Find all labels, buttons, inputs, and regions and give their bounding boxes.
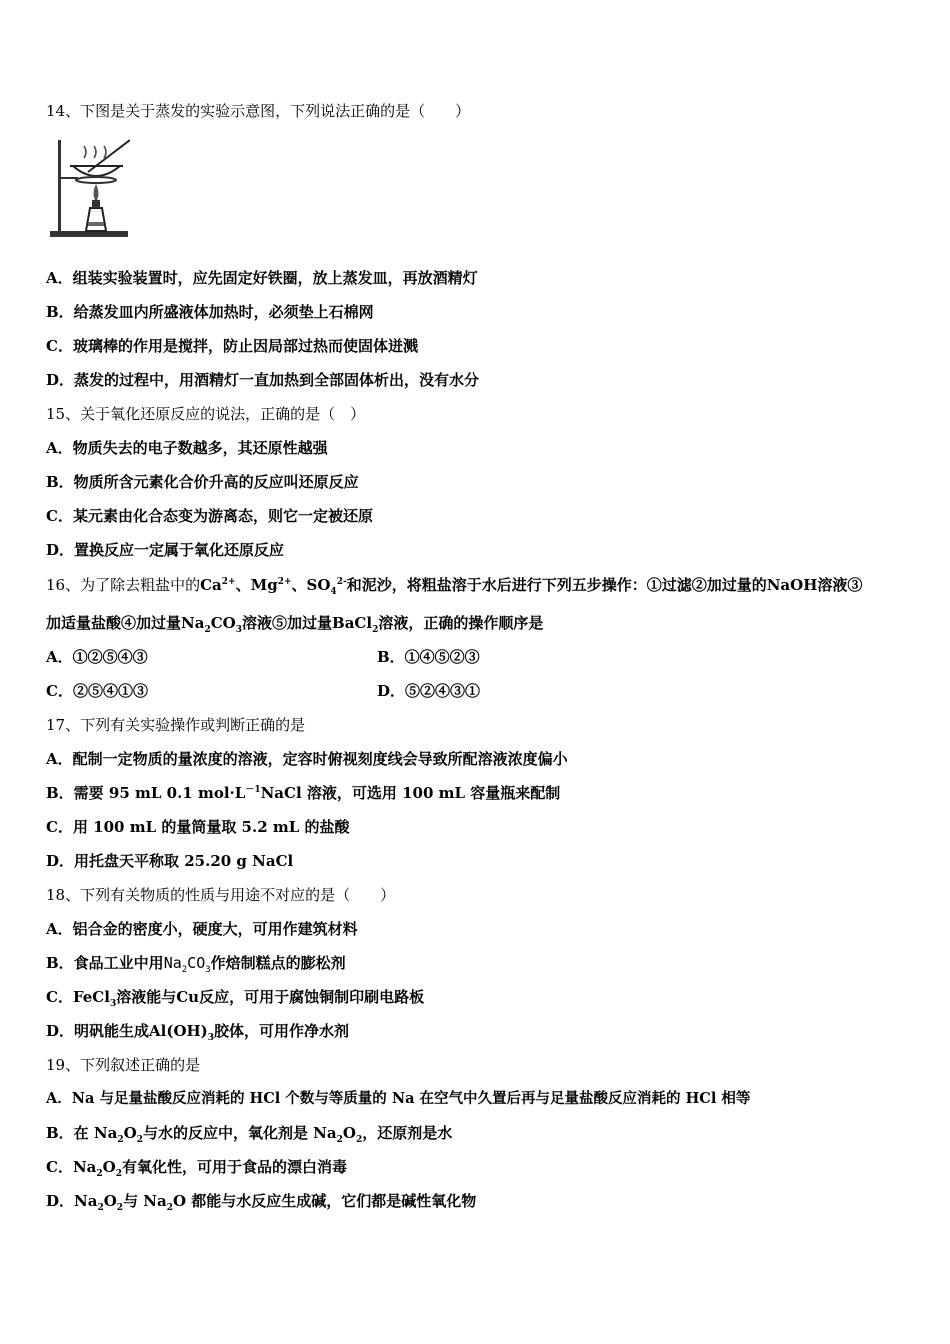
- q19-c-s1: 2: [96, 1169, 103, 1179]
- q19-stem: 19、下列叙述正确的是: [46, 1056, 201, 1074]
- q19-b-4: O: [342, 1124, 356, 1142]
- q18-option-d-part1: D．明矾能生成Al(OH): [46, 1022, 208, 1040]
- q16-so: SO: [306, 576, 331, 594]
- q19-d-4: O 都能与水反应生成碱，它们都是碱性氧化物: [172, 1192, 477, 1210]
- q19-d-s2: 2: [116, 1203, 124, 1213]
- q19-d-3: 与 Na: [123, 1192, 167, 1210]
- q16-mg-charge: 2+: [277, 577, 292, 587]
- q14-option-a: A．组装实验装置时，应先固定好铁圈，放上蒸发皿，再放酒精灯: [46, 269, 478, 287]
- q18-option-d-part2: 胶体，可用作净水剂: [214, 1022, 350, 1040]
- q19-b-s2: 2: [136, 1135, 143, 1145]
- q16-ca-charge: 2+: [221, 577, 236, 587]
- q19-c-s2: 2: [115, 1169, 122, 1179]
- q16-na2co3-b: CO: [210, 614, 236, 632]
- q14-option-b: B．给蒸发皿内所盛液体加热时，必须垫上石棉网: [46, 303, 374, 321]
- q18-stem: 18、下列有关物质的性质与用途不对应的是（ ）: [46, 886, 396, 904]
- q19-b-2: O: [123, 1124, 137, 1142]
- q18-option-d-sub: 3: [207, 1033, 215, 1043]
- q16-text-1: 16、为了除去粗盐中的: [46, 576, 201, 594]
- q19-d-s3: 2: [166, 1203, 173, 1213]
- q16-stem-line2: [46, 613, 543, 633]
- q16-sep-1: 、: [235, 576, 251, 594]
- q19-c-2: O: [102, 1158, 116, 1176]
- q16-so-charge: 2-: [336, 577, 347, 587]
- q16-na2co3-sub2: 3: [235, 625, 242, 635]
- q15-option-c: C．某元素由化合态变为游离态，则它一定被还原: [46, 507, 373, 525]
- q18-option-d: [46, 1021, 349, 1041]
- q16-naoh: NaOH: [766, 576, 818, 594]
- q16-bacl: BaCl: [332, 614, 373, 632]
- q17-stem: 17、下列有关实验操作或判断正确的是: [46, 716, 306, 734]
- q15-option-a: A．物质失去的电子数越多，其还原性越强: [46, 439, 328, 457]
- q16-text-5: 溶液⑤加过量: [242, 614, 333, 632]
- q18-b-sub2: 3: [205, 965, 211, 975]
- q16-text-4: 加适量盐酸④加过量: [46, 614, 182, 632]
- evaporation-apparatus-figure: [48, 136, 130, 240]
- q18-option-b-part2: 作焙制糕点的膨松剂: [210, 954, 346, 972]
- q19-option-c: [46, 1157, 347, 1177]
- q18-option-a: A．铝合金的密度小，硬度大，可用作建筑材料: [46, 920, 358, 938]
- q16-na2co3-sub1: 2: [204, 625, 211, 635]
- q19-b-s4: 2: [355, 1135, 363, 1145]
- q19-b-s3: 2: [336, 1135, 343, 1145]
- q16-na2co3-a: Na: [181, 614, 205, 632]
- q18-option-c: [46, 987, 424, 1007]
- q19-c-3: 有氧化性，可用于食品的漂白消毒: [121, 1158, 347, 1176]
- q19-option-b: [46, 1123, 452, 1143]
- q14-stem: 14、下图是关于蒸发的实验示意图，下列说法正确的是（ ）: [46, 102, 471, 120]
- q19-c-1: C．Na: [46, 1158, 97, 1176]
- q18-b-sub1: 2: [181, 965, 188, 975]
- q19-b-1: B．在 Na: [46, 1124, 118, 1142]
- q14-option-c: C．玻璃棒的作用是搅拌，防止因局部过热而使固体迸溅: [46, 337, 418, 355]
- q19-b-3: 与水的反应中，氧化剂是 Na: [142, 1124, 337, 1142]
- q18-option-b-part1: B．食品工业中用: [46, 954, 164, 972]
- q18-b-co: CO: [187, 954, 206, 972]
- q16-option-c: C．②⑤④①③: [46, 682, 148, 700]
- q16-stem-line1: [46, 575, 862, 595]
- q16-text-6: 溶液，正确的操作顺序是: [378, 614, 544, 632]
- q14-option-d: D．蒸发的过程中，用酒精灯一直加热到全部固体析出，没有水分: [46, 371, 480, 389]
- q19-b-5: ，还原剂是水: [362, 1124, 453, 1142]
- q19-d-s1: 2: [97, 1203, 104, 1213]
- q17-option-b-part2: NaCl 溶液，可选用 100 mL 容量瓶来配制: [260, 784, 561, 802]
- q16-so-sub: 4: [330, 587, 337, 597]
- q18-option-b-formula: [163, 954, 211, 975]
- q19-option-a: A．Na 与足量盐酸反应消耗的 HCl 个数与等质量的 Na 在空气中久置后再与足量盐酸反应消耗的 HCl 相等: [46, 1090, 751, 1107]
- q18-option-c-part2: 溶液能与Cu反应，可用于腐蚀铜制印刷电路板: [116, 988, 425, 1006]
- q19-d-2: O: [103, 1192, 117, 1210]
- q18-option-b: [46, 953, 346, 973]
- q16-option-d: D．⑤②④③①: [377, 682, 481, 700]
- q17-option-b: [46, 783, 560, 803]
- q16-text-2: 和泥沙，将粗盐溶于水后进行下列五步操作：①过滤②加过量的: [346, 576, 767, 594]
- q15-option-d: D．置换反应一定属于氧化还原反应: [46, 541, 285, 559]
- q15-option-b: B．物质所含元素化合价升高的反应叫还原反应: [46, 473, 359, 491]
- q16-ca: Ca: [200, 576, 222, 594]
- q17-option-c: C．用 100 mL 的量筒量取 5.2 mL 的盐酸: [46, 818, 350, 836]
- q16-bacl-sub: 2: [372, 625, 379, 635]
- q19-option-d: [46, 1191, 476, 1211]
- q16-option-a: A．①②⑤④③: [46, 648, 148, 666]
- q16-sep-2: 、: [291, 576, 307, 594]
- q16-text-3: 溶液③: [817, 576, 863, 594]
- q17-option-b-exponent: －1: [245, 785, 261, 795]
- q19-d-1: D．Na: [46, 1192, 98, 1210]
- q18-option-c-part1: C．FeCl: [46, 988, 110, 1006]
- q19-b-s1: 2: [117, 1135, 124, 1145]
- q17-option-a: A．配制一定物质的量浓度的溶液，定容时俯视刻度线会导致所配溶液浓度偏小: [46, 750, 568, 768]
- q16-option-b: B．①④⑤②③: [377, 648, 480, 666]
- q17-option-b-part1: B．需要 95 mL 0.1 mol·L: [46, 784, 246, 802]
- q16-mg: Mg: [250, 576, 278, 594]
- q17-option-d: D．用托盘天平称取 25.20 g NaCl: [46, 852, 294, 870]
- q18-b-na: Na: [163, 954, 182, 972]
- q18-option-c-sub: 3: [109, 999, 117, 1009]
- q15-stem: 15、关于氧化还原反应的说法，正确的是（ ）: [46, 405, 366, 423]
